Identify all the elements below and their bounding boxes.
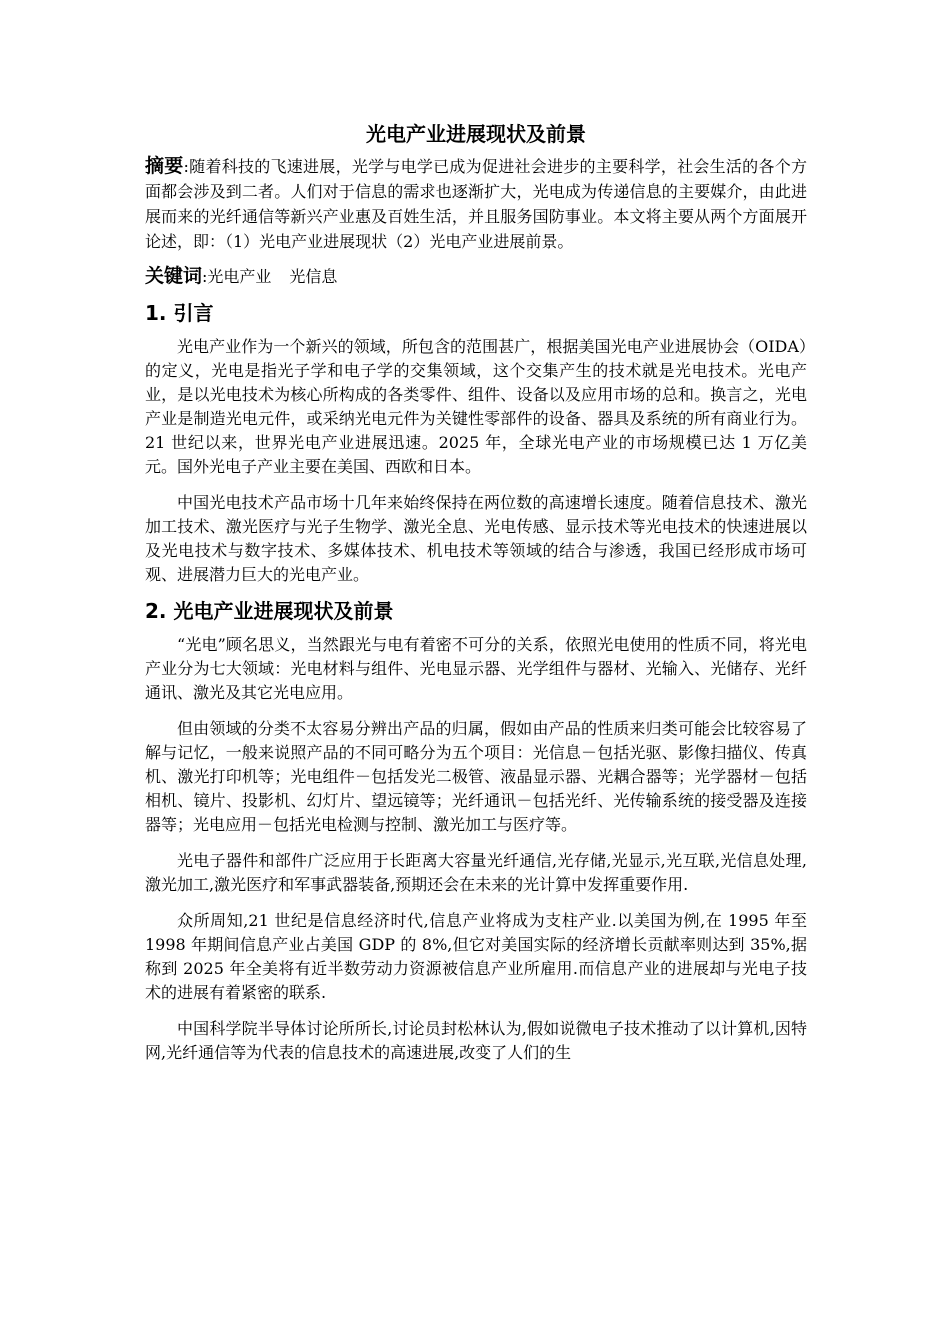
keyword-item: 光电产业 <box>207 267 272 286</box>
body-paragraph: 光电产业作为一个新兴的领域，所包含的范围甚广，根据美国光电产业进展协会（OIDA）的定义，光电是指光子学和电子学的交集领域，这个交集产生的技术就是光电技术。光电产业，是以光电技术为核心所构成的各类零件、组件、设备以及应用市场的总和。换言之，光电产业是制造光电元件，或采纳光电元件为关键性零部件的设备、器具及系统的所有商业行为。21 世纪以来，世界光电产业进展迅速。2025 年，全球光电产业的市场规模已达 1 万亿美元。国外光电子产业主要在美国、西欧和日本。 <box>145 337 807 476</box>
body-paragraph: 但由领域的分类不太容易分辨出产品的归属，假如由产品的性质来归类可能会比较容易了解与记忆，一般来说照产品的不同可略分为五个项目：光信息－包括光驱、影像扫描仪、传真机、激光打印机等；光电组件－包括发光二极管、液晶显示器、光耦合器等；光学器材－包括相机、镜片、投影机、幻灯片、望远镜等；光纤通讯－包括光纤、光传输系统的接受器及连接器等；光电应用－包括光电检测与控制、激光加工与医疗等。 <box>145 719 807 834</box>
section-heading-status-prospects: 2. 光电产业进展现状及前景 <box>145 599 394 623</box>
keywords-colon: : <box>202 267 208 286</box>
section-heading-introduction: 1. 引言 <box>145 301 214 325</box>
document-body <box>145 118 807 1077</box>
body-paragraph: 光电子器件和部件广泛应用于长距离大容量光纤通信,光存储,光显示,光互联,光信息处理,激光加工,激光医疗和军事武器装备,预期还会在未来的光计算中发挥重要作用. <box>145 851 807 894</box>
body-paragraph: 中国科学院半导体讨论所所长,讨论员封松林认为,假如说微电子技术推动了以计算机,因特网,光纤通信等为代表的信息技术的高速进展,改变了人们的生 <box>145 1019 807 1062</box>
document-title: 光电产业进展现状及前景 <box>366 122 586 146</box>
body-paragraph: 众所周知,21 世纪是信息经济时代,信息产业将成为支柱产业.以美国为例,在 1995 年至 1998 年期间信息产业占美国 GDP 的 8%,但它对美国实际的经济增长贡献率则达到 35%,据称到 2025 年全美将有近半数劳动力资源被信息产业所雇用.而信息产业的进展却与光电子技术的进展有着紧密的联系. <box>145 911 807 1002</box>
abstract-text: 随着科技的飞速进展，光学与电学已成为促进社会进步的主要科学，社会生活的各个方面都会涉及到二者。人们对于信息的需求也逐渐扩大，光电成为传递信息的主要媒介，由此进展而来的光纤通信等新兴产业惠及百姓生活，并且服务国防事业。本文将主要从两个方面展开论述，即：（1）光电产业进展现状（2）光电产业进展前景。 <box>145 157 807 251</box>
keywords-label: 关键词 <box>145 265 203 287</box>
abstract-paragraph <box>145 154 807 254</box>
abstract-colon: : <box>183 157 189 176</box>
body-paragraph: 中国光电技术产品市场十几年来始终保持在两位数的高速增长速度。随着信息技术、激光加工技术、激光医疗与光子生物学、激光全息、光电传感、显示技术等光电技术的快速进展以及光电技术与数字技术、多媒体技术、机电技术等领域的结合与渗透，我国已经形成市场可观、进展潜力巨大的光电产业。 <box>145 493 807 584</box>
body-paragraph: “光电”顾名思义，当然跟光与电有着密不可分的关系，依照光电使用的性质不同，将光电产业分为七大领域：光电材料与组件、光电显示器、光学组件与器材、光输入、光储存、光纤通讯、激光及其它光电应用。 <box>145 635 807 702</box>
keyword-item: 光信息 <box>289 267 338 286</box>
abstract-label: 摘要 <box>145 155 184 177</box>
keywords-line <box>145 264 807 289</box>
